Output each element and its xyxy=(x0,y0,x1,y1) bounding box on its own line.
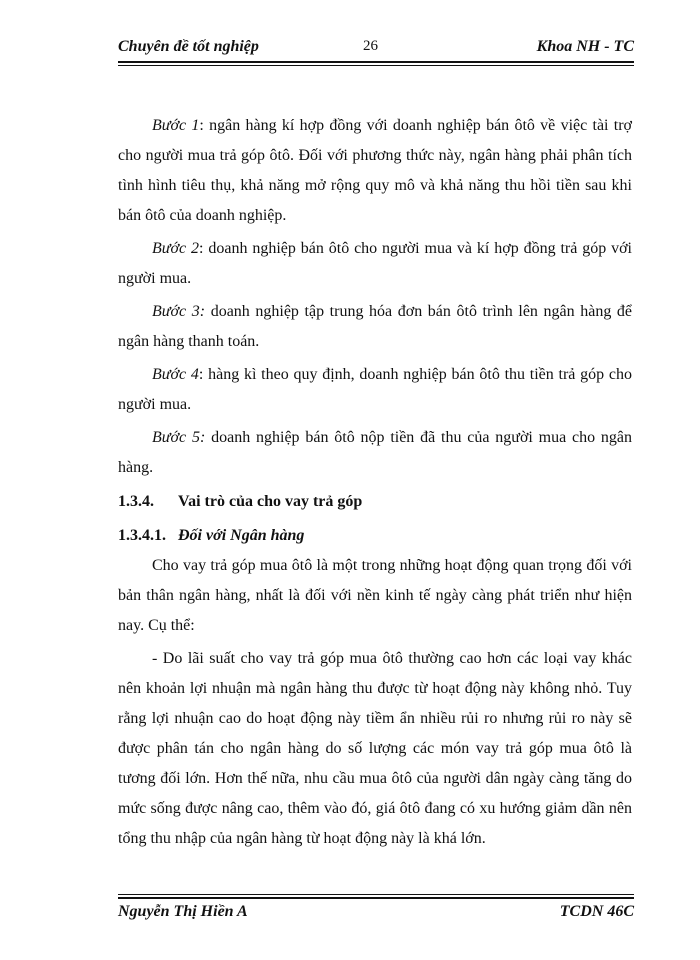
step-text: doanh nghiệp bán ôtô cho người mua và kí hợp đồng trả góp với người mua. xyxy=(118,240,632,287)
step-label: Bước 4 xyxy=(152,366,199,383)
step-text: doanh nghiệp tập trung hóa đơn bán ôtô trình lên ngân hàng để ngân hàng thanh toán. xyxy=(118,303,633,350)
step-paragraph-2 xyxy=(118,234,632,294)
step-paragraph-4 xyxy=(118,360,632,420)
step-paragraph-3 xyxy=(118,297,632,357)
footer-class: TCDN 46C xyxy=(559,903,634,920)
section-title: Vai trò của cho vay trả góp xyxy=(178,493,363,510)
header-rule-thin xyxy=(118,65,634,66)
page-header xyxy=(118,36,634,60)
header-department: Khoa NH - TC xyxy=(536,38,634,55)
header-rule xyxy=(118,61,634,63)
step-label: Bước 3: xyxy=(152,303,206,320)
footer-author: Nguyễn Thị Hiền A xyxy=(118,903,248,920)
step-label: Bước 5: xyxy=(152,429,206,446)
body-paragraph-2: - Do lãi suất cho vay trả góp mua ôtô thường cao hơn các loại vay khác nên khoản lợi nhuận mà ngân hàng thu được từ hoạt động này không nhỏ. Tuy rằng lợi nhuận cao do hoạt động này tiềm ẩn nhiều rủi ro nhưng rủi ro này sẽ được phân tán cho ngân hàng do số lượng các món vay trả góp mua ôtô là tương đối lớn. Hơn thế nữa, nhu cầu mua ôtô của người dân ngày càng tăng do mức sống được nâng cao, thêm vào đó, giá ôtô đang có xu hướng giảm dần nên tổng thu nhập của ngân hàng từ hoạt động này là khá lớn. xyxy=(118,650,632,847)
step-text: ngân hàng kí hợp đồng với doanh nghiệp bán ôtô về việc tài trợ cho người mua trả góp ôtô. Đối với phương thức này, ngân hàng phải phân tích tình hình tiêu thụ, khả năng mở rộng quy mô và khả năng thu hồi tiền sau khi bán ôtô của doanh nghiệp. xyxy=(118,117,632,224)
step-label: Bước 1 xyxy=(152,117,200,134)
section-heading xyxy=(118,487,632,517)
section-number: 1.3.4. xyxy=(118,493,154,510)
subsection-number: 1.3.4.1. xyxy=(118,527,166,544)
step-separator: : xyxy=(199,240,209,257)
footer-rule-thin xyxy=(118,894,634,895)
page-footer xyxy=(118,903,634,927)
subsection-heading xyxy=(118,521,632,551)
body-paragraph-1: Cho vay trả góp mua ôtô là một trong những hoạt động quan trọng đối với bản thân ngân hàng, nhất là đối với nền kinh tế ngày càng phát triển như hiện nay. Cụ thể: xyxy=(118,557,632,634)
document-body xyxy=(118,111,632,857)
step-label: Bước 2 xyxy=(152,240,200,257)
step-separator: : xyxy=(199,117,210,134)
step-text: doanh nghiệp bán ôtô nộp tiền đã thu của người mua cho ngân hàng. xyxy=(118,429,633,476)
step-paragraph-1 xyxy=(118,111,632,231)
header-title: Chuyên đề tốt nghiệp xyxy=(118,38,259,55)
step-separator: : xyxy=(198,366,209,383)
step-text: hàng kì theo quy định, doanh nghiệp bán ôtô thu tiền trả góp cho người mua. xyxy=(118,366,632,413)
footer-rule xyxy=(118,897,634,899)
page-number: 26 xyxy=(363,38,378,54)
subsection-title: Đối với Ngân hàng xyxy=(178,527,305,544)
step-paragraph-5 xyxy=(118,423,632,483)
